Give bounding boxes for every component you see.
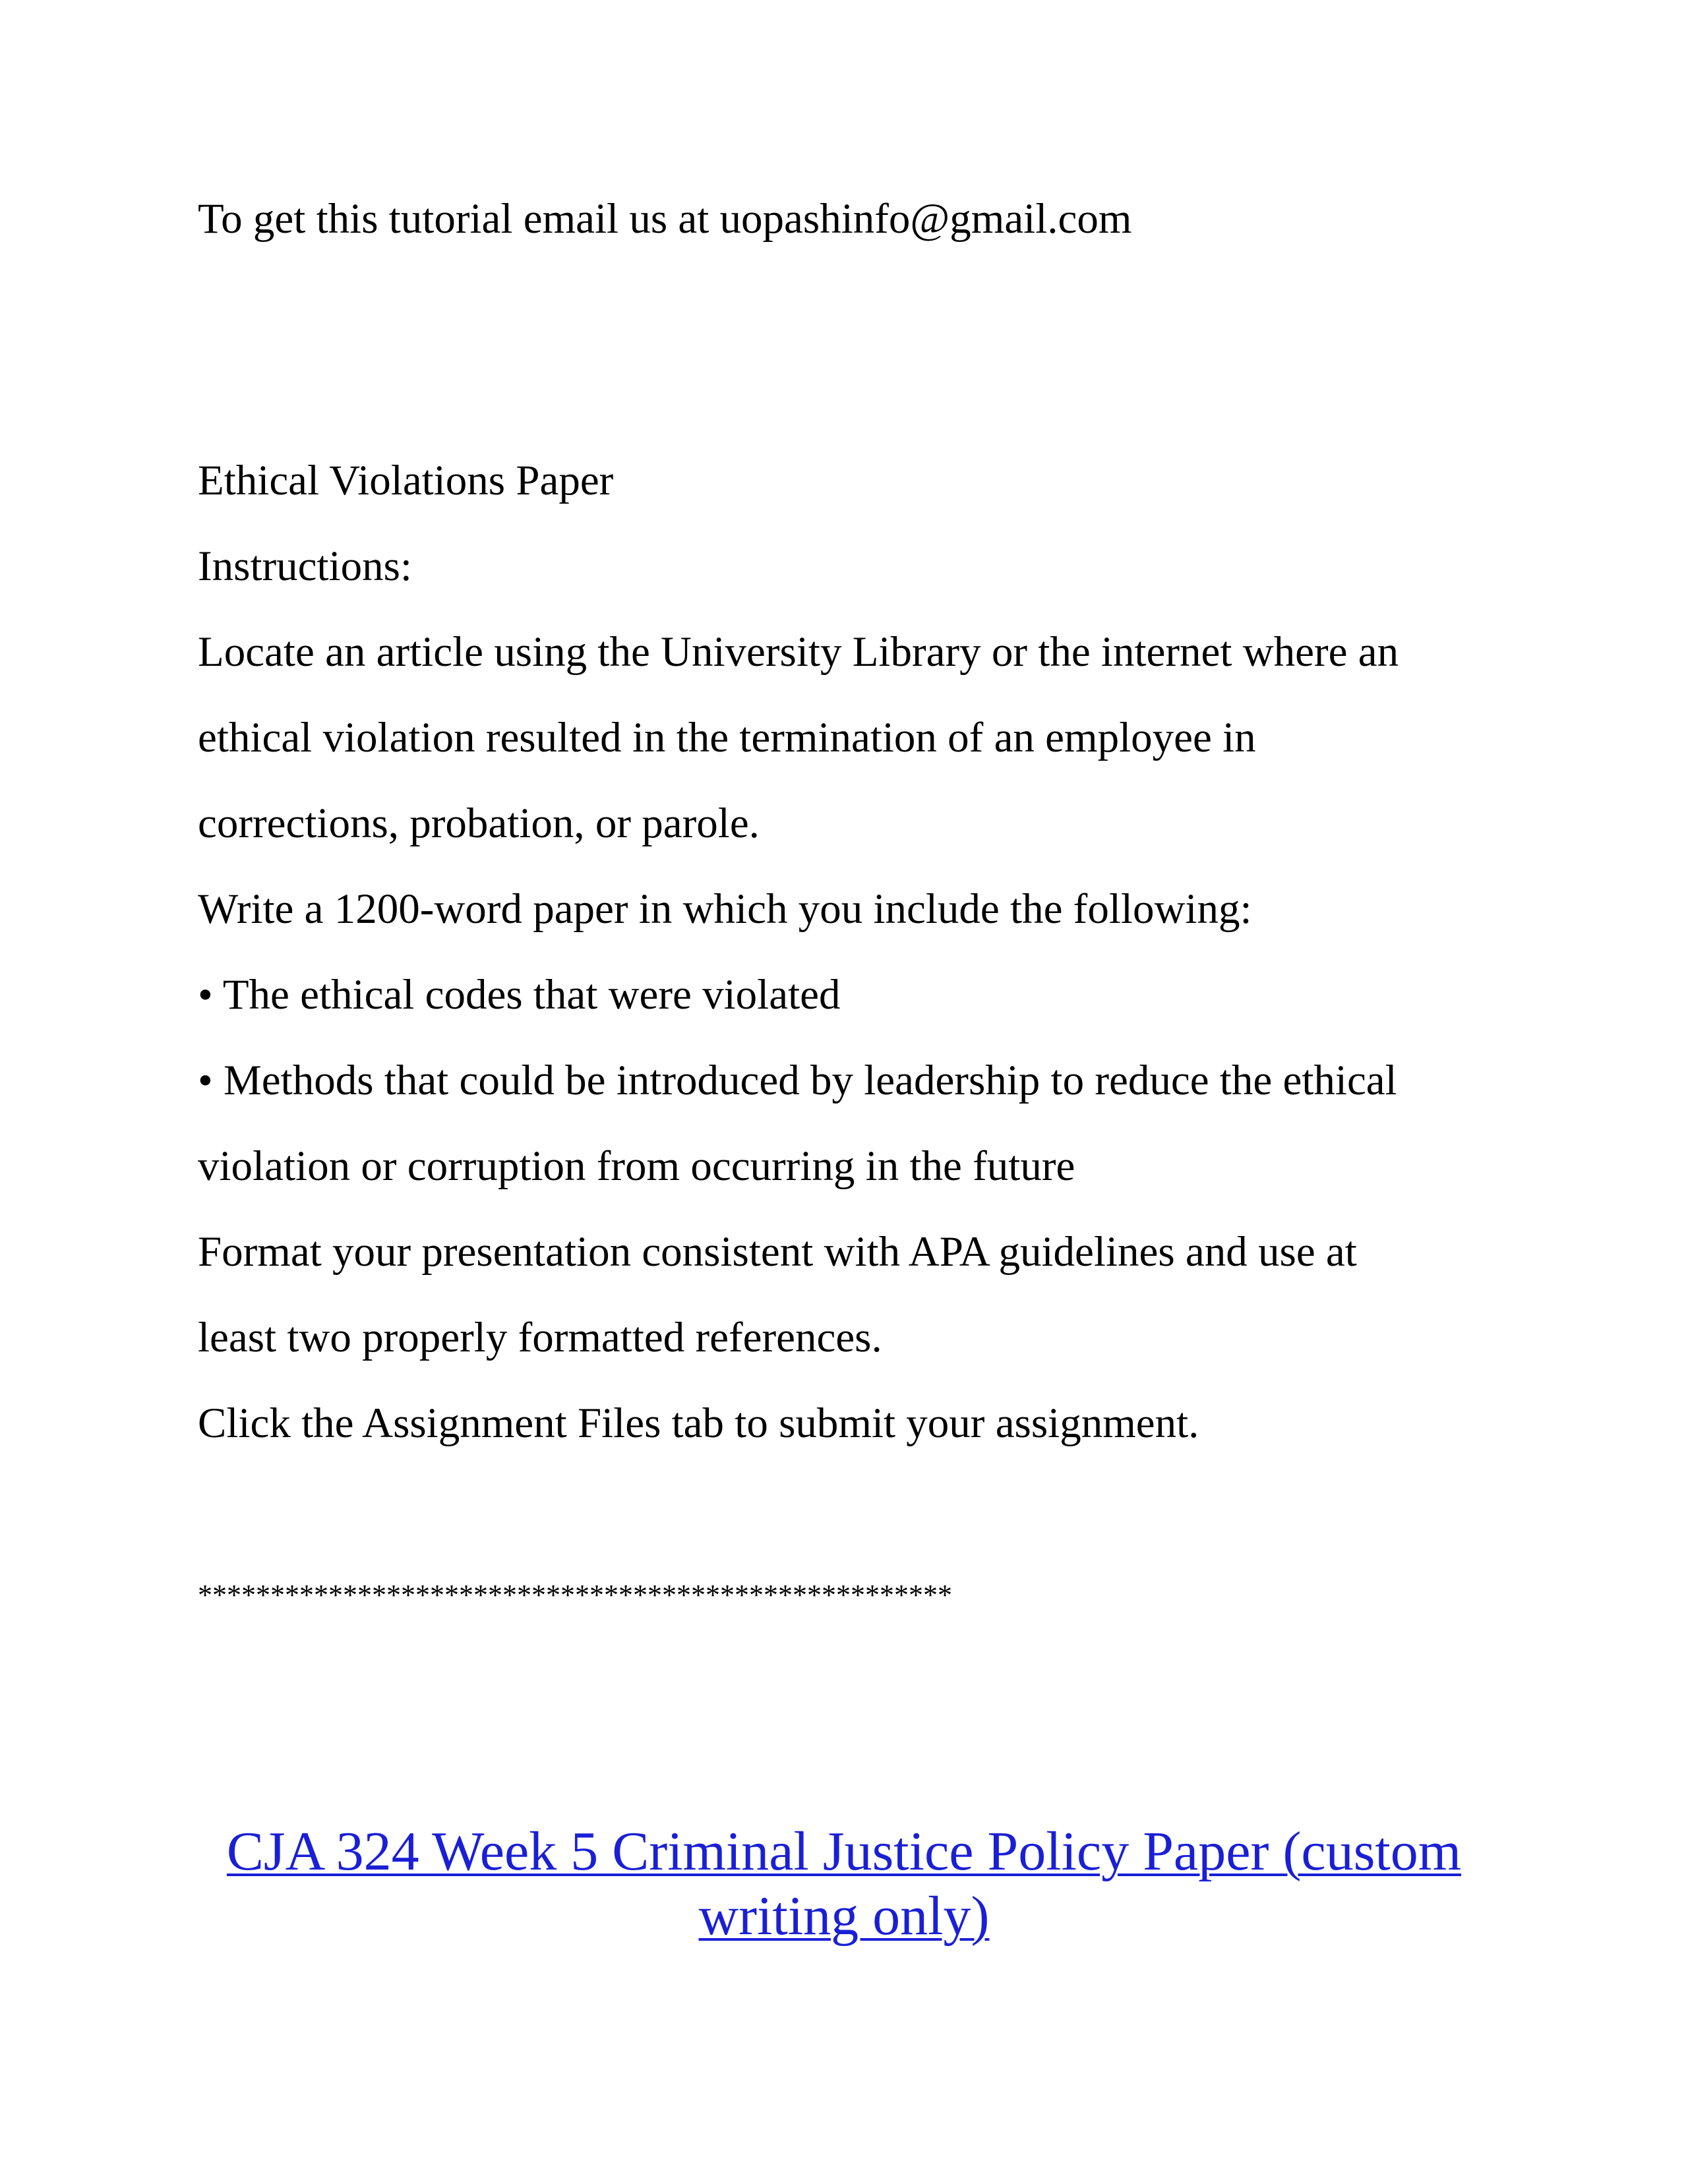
paragraph-1-line-3: corrections, probation, or parole.: [198, 800, 760, 847]
paragraph-2: Write a 1200-word paper in which you include the following:: [198, 885, 1252, 933]
related-link-block: [198, 1819, 1490, 1949]
format-line-2: least two properly formatted references.: [198, 1314, 882, 1361]
related-paper-link[interactable]: [227, 1821, 1461, 1947]
related-link-line-1: CJA 324 Week 5 Criminal Justice Policy Paper (custom: [226, 1821, 1462, 1882]
submit-instruction: Click the Assignment Files tab to submit your assignment.: [198, 1400, 1199, 1447]
format-line-1: Format your presentation consistent with APA guidelines and use at: [198, 1228, 1357, 1276]
bullet-item-2-line-2: violation or corruption from occurring in the future: [198, 1142, 1075, 1190]
paragraph-1-line-1: Locate an article using the University Library or the internet where an: [198, 628, 1399, 676]
document-title: Ethical Violations Paper: [198, 457, 614, 504]
email-contact-line: To get this tutorial email us at uopashinfo@gmail.com: [198, 195, 1132, 243]
related-link-line-2: writing only): [698, 1885, 990, 1947]
paragraph-1-line-2: ethical violation resulted in the termination of an employee in: [198, 714, 1256, 761]
bullet-item-2-line-1: • Methods that could be introduced by leadership to reduce the ethical: [198, 1057, 1397, 1104]
instructions-label: Instructions:: [198, 543, 412, 590]
asterisk-separator: ****************************************************: [198, 1579, 952, 1611]
bullet-item-1: • The ethical codes that were violated: [198, 971, 841, 1018]
